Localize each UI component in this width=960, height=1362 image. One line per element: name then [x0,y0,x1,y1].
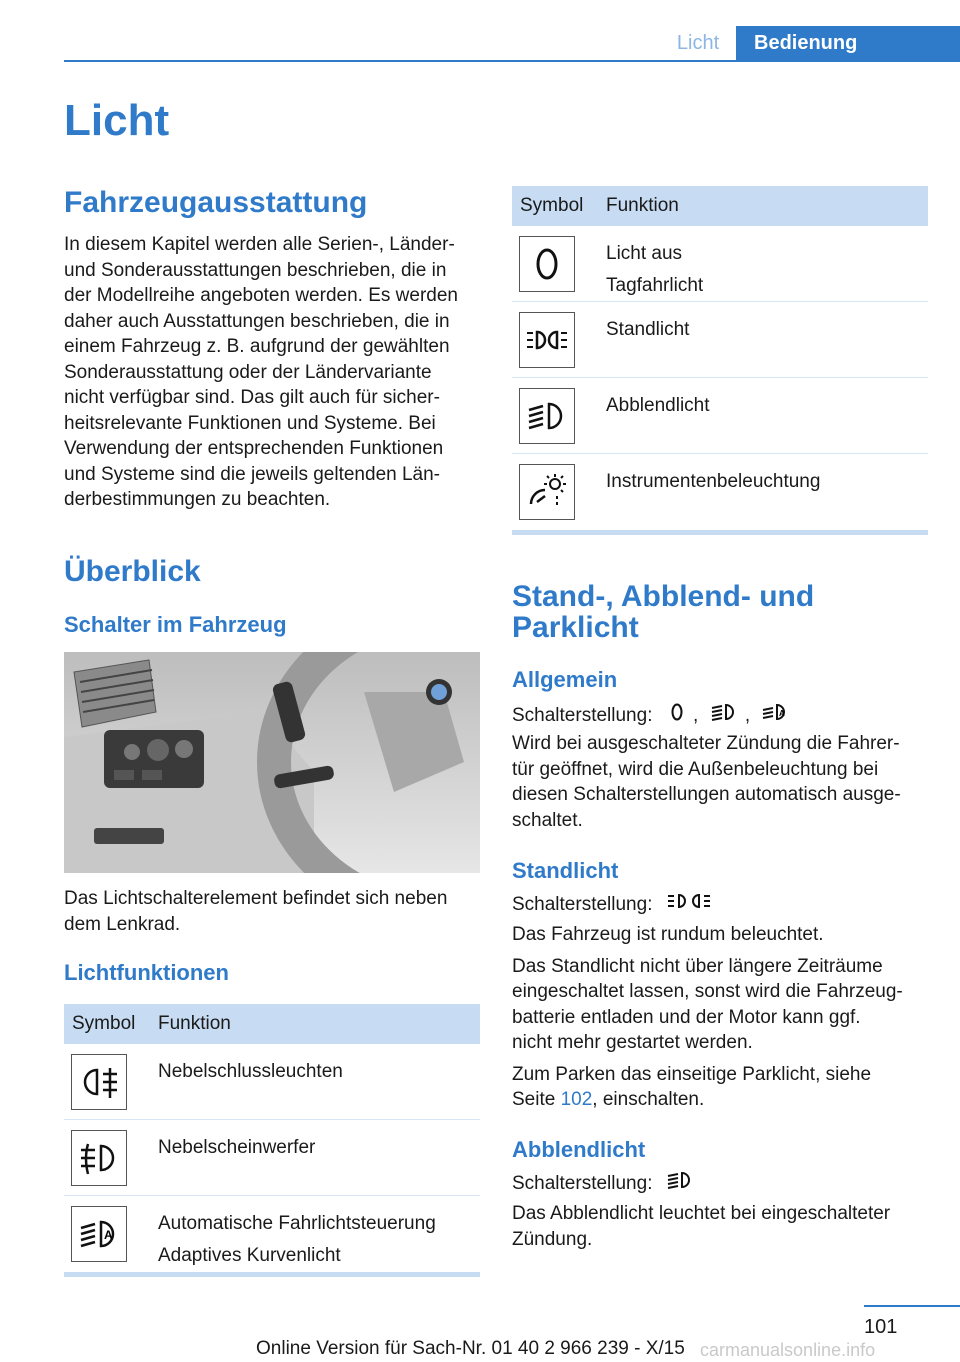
switch-caption [64,886,447,937]
text-line: diesen Schalterstellungen automatisch ausge- [512,784,901,805]
column-header-function: Funktion [606,195,679,216]
table-row [512,454,928,530]
function-text: Automatische Fahrlichtsteuerung [158,1213,436,1234]
zero-position-icon [519,236,575,292]
parking-paragraph [512,922,942,1113]
text-line: Das Lichtschalterelement befindet sich neben [64,888,448,909]
table-end-rule [512,530,928,535]
general-heading: Allgemein [512,667,618,692]
header-rule [64,60,960,62]
low-beam-icon [519,388,575,444]
function-text: Abblendlicht [606,395,710,416]
table-row [64,1120,480,1196]
function-text: Licht aus [606,243,683,264]
separator: , [693,704,699,726]
text-fragment: , einschalten. [592,1089,705,1110]
svg-text:A: A [779,709,786,718]
switch-position-label: Schalterstellung: [512,704,653,726]
function-text: Nebelscheinwerfer [158,1137,316,1158]
text-line: und Sonderausstattungen beschrieben, die in [64,259,447,281]
table-row [512,378,928,454]
text-line: einem Fahrzeug z. B. aufgrund der gewählten [64,336,450,357]
light-functions-table-left [64,1004,480,1277]
text-line: Verwendung der entsprechenden Funktionen [64,438,444,459]
column-header-symbol: Symbol [520,195,584,216]
text-line: Sonderausstattung oder der Ländervariante [64,361,432,383]
automatic-headlight-icon [755,701,791,731]
header-chapter-tab: Bedienung [736,26,960,62]
low-beam-icon [704,701,740,731]
zero-position-icon [658,701,688,731]
lights-section-heading [512,581,814,643]
function-text: Standlicht [606,319,690,340]
heading-line: Stand-, Abblend- und [512,580,815,613]
text-line: Das Fahrzeug ist rundum beleuchtet. [512,924,824,945]
page-reference-link[interactable]: 102 [560,1089,593,1110]
text-line: dem Lenkrad. [64,913,181,935]
parking-light-icon [519,312,575,368]
text-line: Wird bei ausgeschalteter Zündung die Fahrer- [512,733,900,754]
text-line: tür geöffnet, wird die Außenbeleuchtung bei [512,758,879,780]
svg-text:A: A [104,1228,113,1242]
low-beam-paragraph [512,1201,942,1252]
general-paragraph [512,731,942,833]
table-row [64,1196,480,1272]
switch-heading: Schalter im Fahrzeug [64,612,287,637]
page-title: Licht [64,96,170,145]
table-end-rule [64,1272,480,1277]
low-beam-heading: Abblendlicht [512,1137,646,1162]
text-line: batterie entladen und der Motor kann ggf. [512,1006,861,1028]
text-line: derbestimmungen zu beachten. [64,489,331,510]
low-beam-icon [658,1169,696,1199]
parking-light-heading: Standlicht [512,858,619,883]
table-header [512,186,928,226]
low-beam-switch-position [512,1169,696,1199]
text-line: Das Abblendlicht leuchtet bei eingeschalteter [512,1203,891,1224]
automatic-headlight-icon [71,1206,127,1262]
heading-line: Parklicht [512,611,639,644]
parking-switch-position [512,890,712,920]
text-line: nicht mehr gestartet werden. [512,1032,753,1053]
text-line: Zum Parken das einseitige Parklicht, siehe [512,1063,872,1085]
overview-heading: Überblick [64,555,201,588]
switch-position-label: Schalterstellung: [512,1172,653,1194]
functions-heading: Lichtfunktionen [64,960,229,985]
table-row [64,1044,480,1120]
parking-light-icon [658,890,712,920]
text-line: Das Standlicht nicht über längere Zeiträume [512,955,883,977]
text-line: der Modellreihe angeboten werden. Es werden [64,285,458,306]
watermark: carmanualsonline.info [700,1340,876,1360]
function-text: Nebelschlussleuchten [158,1061,343,1082]
text-line: Zündung. [512,1228,593,1250]
text-line [512,1087,942,1113]
instrument-lighting-icon [519,464,575,520]
light-functions-table-right [512,186,928,535]
text-line: In diesem Kapitel werden alle Serien-, Länder- [64,234,455,255]
separator: , [744,704,751,726]
table-row [512,226,928,302]
text-line: eingeschaltet lassen, sonst wird die Fahrzeug- [512,981,903,1002]
switch-position-label: Schalterstellung: [512,893,653,915]
front-fog-light-icon [71,1130,127,1186]
equipment-heading: Fahrzeugausstattung [64,186,368,219]
text-line: nicht verfügbar sind. Das gilt auch für sicher- [64,387,440,408]
dashboard-photo [64,652,480,873]
header-section-tab: Licht [676,32,720,54]
general-switch-positions [512,701,932,731]
text-line: daher auch Ausstattungen beschrieben, die in [64,310,450,332]
text-fragment: Seite [512,1089,561,1110]
table-row [512,302,928,378]
column-header-function: Funktion [158,1013,231,1034]
equipment-paragraph [64,232,484,513]
table-header [64,1004,480,1044]
text-line: heitsrelevante Funktionen und Systeme. Bei [64,412,436,434]
rear-fog-light-icon [71,1054,127,1110]
function-text: Tagfahrlicht [606,275,704,296]
footer-rule [864,1305,960,1307]
text-line: schaltet. [512,809,583,831]
footer-version-text: Online Version für Sach-Nr. 01 40 2 966 239 - X/15 [256,1338,685,1359]
function-text: Adaptives Kurvenlicht [158,1245,341,1266]
page-number: 101 [864,1316,898,1338]
column-header-symbol: Symbol [72,1013,136,1034]
function-text: Instrumentenbeleuchtung [606,471,821,492]
text-line: und Systeme sind die jeweils geltenden Län- [64,463,441,485]
